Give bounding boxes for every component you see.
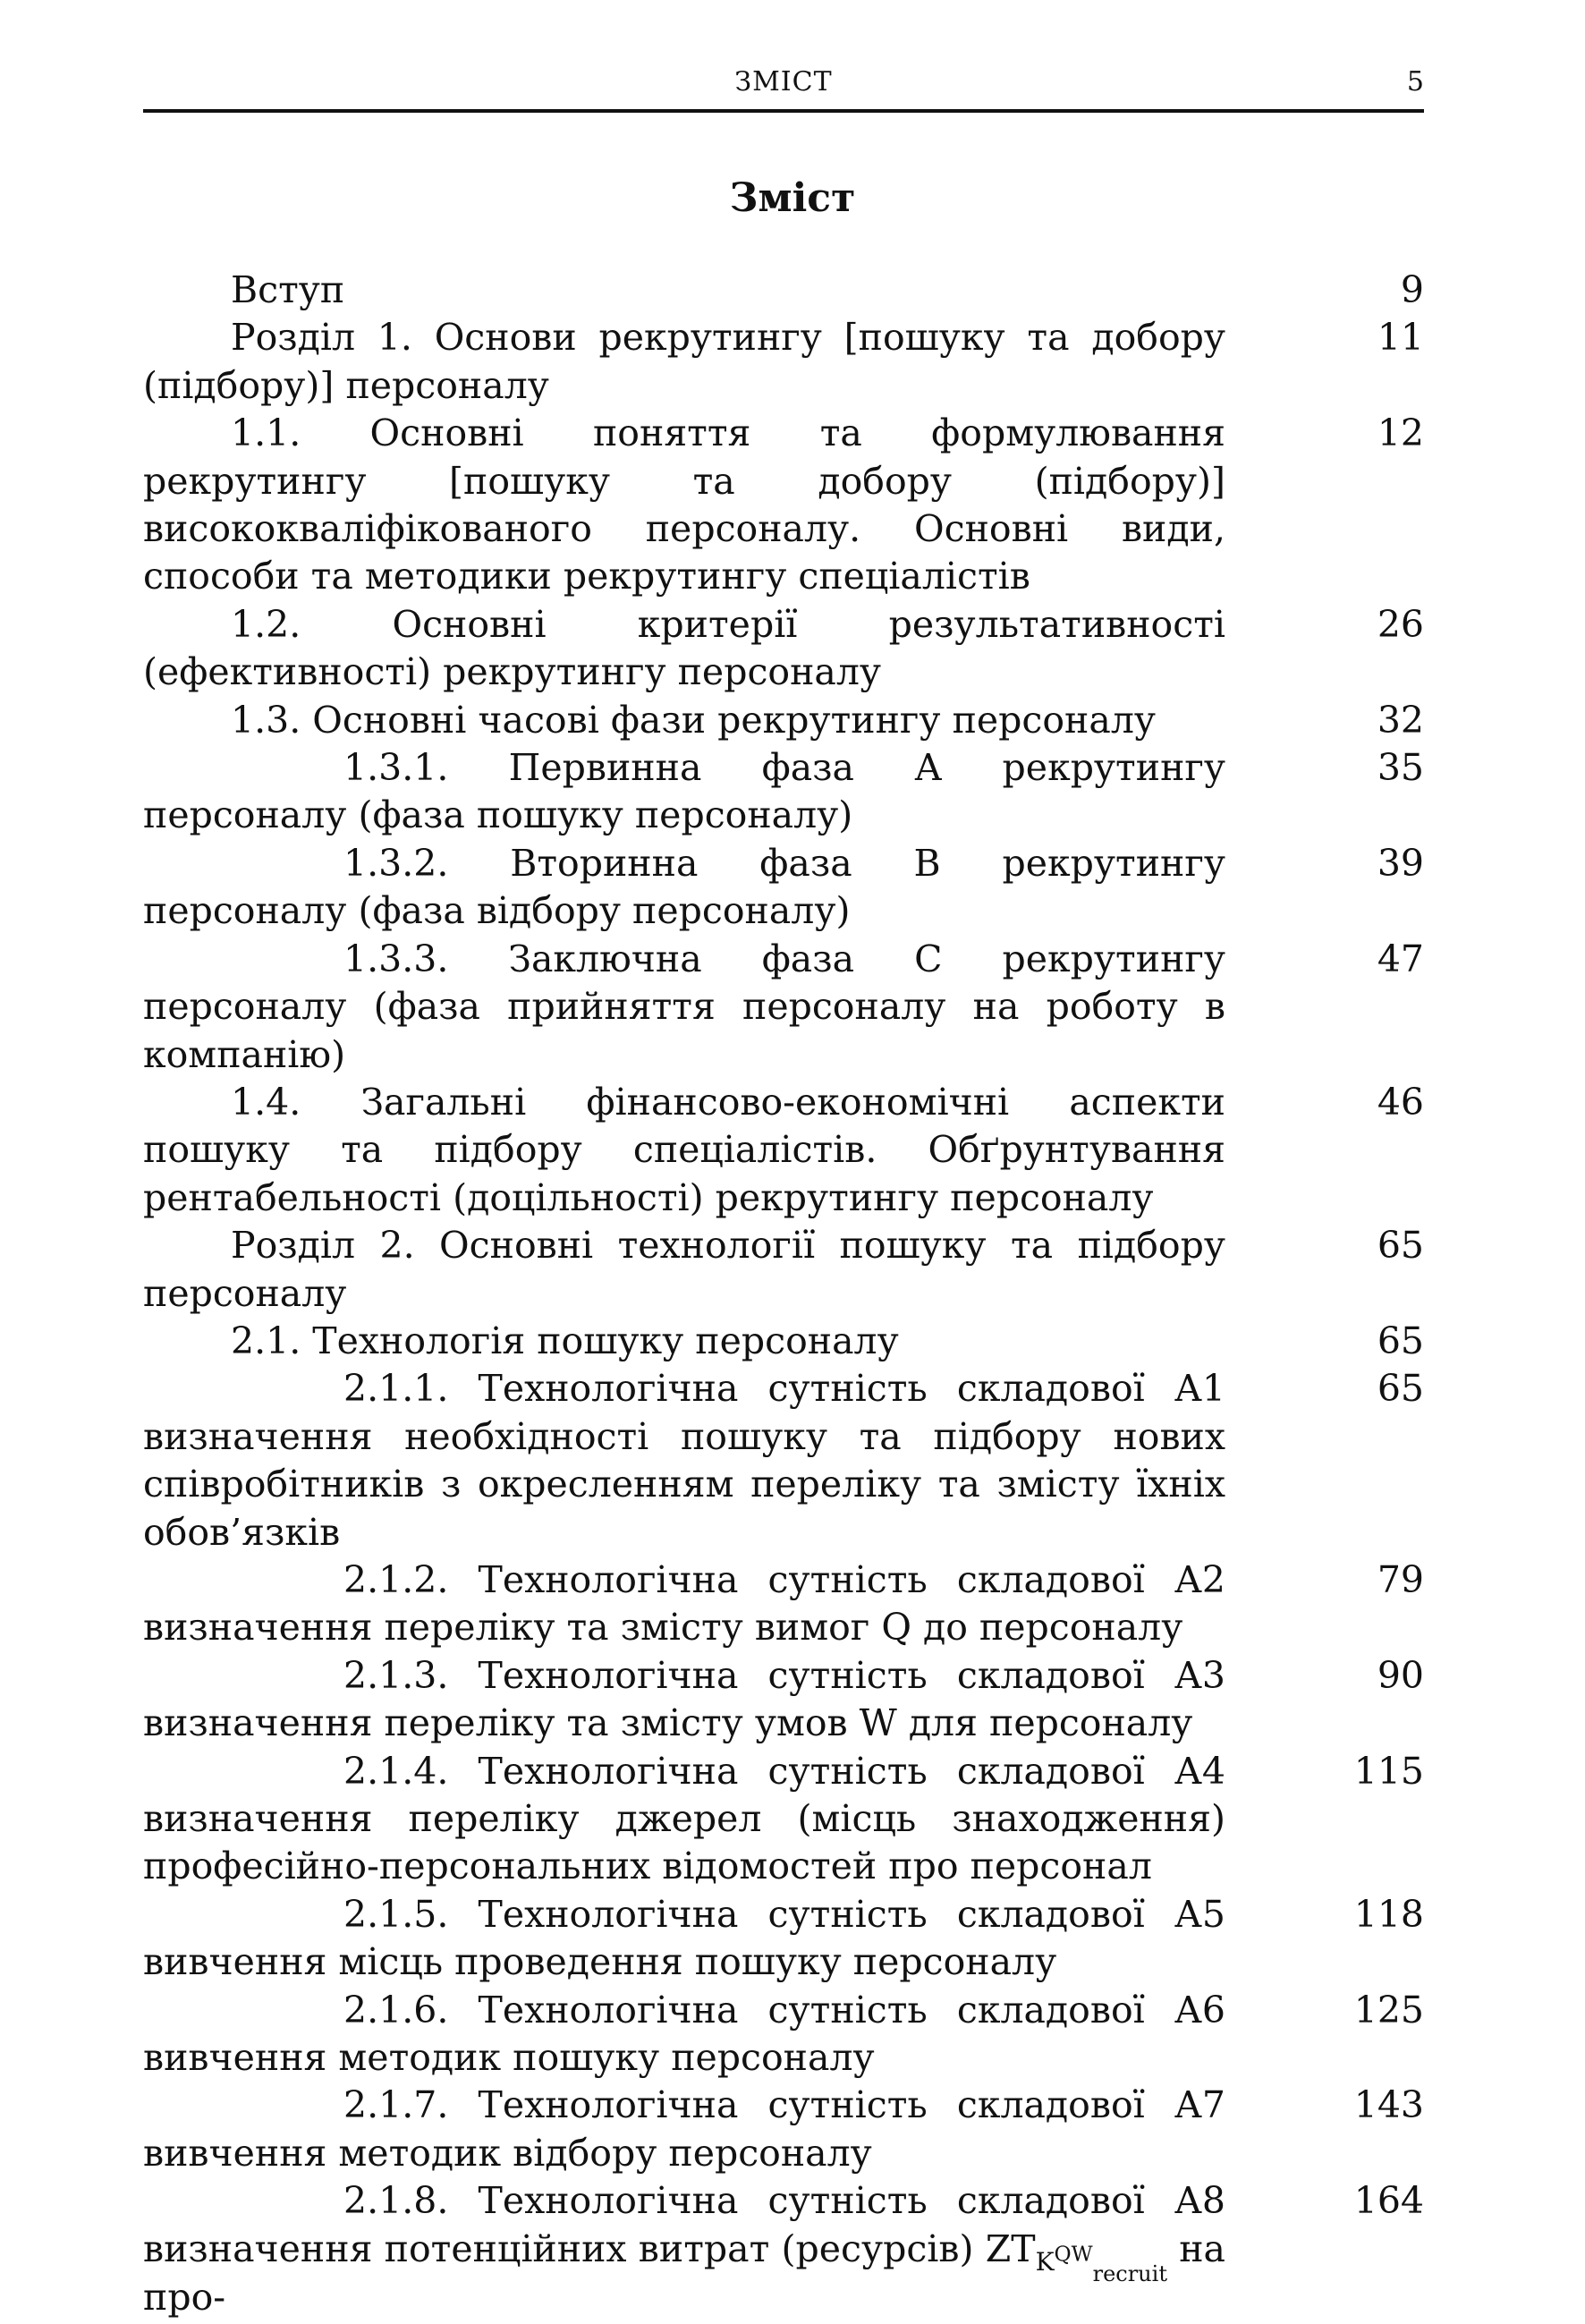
- toc-entry-chapter-2[interactable]: [143, 1222, 1424, 1318]
- toc-entry-section-1-4[interactable]: [143, 1079, 1424, 1222]
- toc-entry-section-2-1-2[interactable]: [143, 1556, 1424, 1652]
- toc-entry-text-after: на про-: [143, 2226, 1225, 2319]
- toc-entry-text: Вступ: [231, 268, 345, 311]
- toc-entry-page: 39: [1377, 841, 1424, 885]
- toc-entry-text: 2.1.4. Технологічна сутність складової А4 визначення переліку джерел (місць знаходження) професійно-персональних відомостей про персонал: [143, 1749, 1225, 1888]
- toc-entry-page: 65: [1377, 1367, 1424, 1411]
- toc-entry-page: 9: [1400, 268, 1424, 311]
- toc-entry-section-1-3-3[interactable]: [143, 936, 1424, 1079]
- toc-entry-page: 143: [1353, 2083, 1424, 2127]
- toc-entry-page: 46: [1377, 1080, 1424, 1124]
- toc-entry-text: 2.1.6. Технологічна сутність складової А6 вивчення методик пошуку персоналу: [143, 1988, 1225, 2080]
- toc-entry-introduction[interactable]: [143, 267, 1424, 314]
- table-of-contents: [143, 267, 1424, 2321]
- toc-entry-section-1-3-1[interactable]: [143, 744, 1424, 840]
- toc-entry-text: 2.1.7. Технологічна сутність складової А7 вивчення методик відбору персоналу: [143, 2083, 1225, 2175]
- toc-entry-section-2-1-3[interactable]: [143, 1652, 1424, 1748]
- toc-entry-chapter-1[interactable]: [143, 314, 1424, 410]
- toc-entry-text: Розділ 1. Основи рекрутингу [пошуку та добору (підбору)] персоналу: [143, 316, 1225, 407]
- toc-entry-page: 65: [1377, 1319, 1424, 1362]
- toc-entry-section-2-1-4[interactable]: [143, 1748, 1424, 1891]
- toc-entry-text: 2.1. Технологія пошуку персоналу: [231, 1319, 899, 1362]
- toc-entry-page: 12: [1377, 411, 1424, 455]
- toc-entry-text: 1.4. Загальні фінансово-економічні аспекти пошуку та підбору спеціалістів. Обґрунтування рентабельності (доцільності) рекрутингу персоналу: [143, 1080, 1225, 1219]
- running-title: ЗМІСТ: [734, 66, 833, 98]
- toc-entry-text: 1.2. Основні критерії результативності (ефективності) рекрутингу персоналу: [143, 602, 1225, 694]
- toc-entry-page: 90: [1377, 1653, 1424, 1697]
- toc-title: Зміст: [729, 175, 856, 221]
- toc-entry-page: 65: [1377, 1224, 1424, 1268]
- toc-entry-page: 118: [1353, 1892, 1424, 1936]
- toc-entry-page: 11: [1377, 316, 1424, 360]
- toc-entry-text: 2.1.1. Технологічна сутність складової А1 визначення необхідності пошуку та підбору нових співробітників з окресленням переліку та змісту їхніх обов’язків: [143, 1367, 1225, 1554]
- toc-entry-text: 1.3. Основні часові фази рекрутингу персоналу: [231, 698, 1156, 742]
- toc-entry-page: 26: [1377, 602, 1424, 646]
- formula-subscript-main: K: [1035, 2246, 1055, 2277]
- toc-entry-section-2-1-7[interactable]: [143, 2082, 1424, 2177]
- toc-entry-page: 47: [1377, 937, 1424, 980]
- page-header: [143, 59, 1424, 113]
- toc-entry-text: Розділ 2. Основні технології пошуку та підбору персоналу: [143, 1224, 1225, 1315]
- toc-entry-page: 79: [1377, 1557, 1424, 1601]
- toc-entry-section-2-1-1[interactable]: [143, 1365, 1424, 1556]
- formula-subscript: [1035, 2241, 1167, 2286]
- toc-entry-text: 2.1.5. Технологічна сутність складової А5 вивчення місць проведення пошуку персоналу: [143, 1892, 1225, 1984]
- toc-entry-text: [143, 2177, 1225, 2321]
- toc-entry-section-2-1-5[interactable]: [143, 1891, 1424, 1987]
- toc-entry-page: 125: [1353, 1988, 1424, 2031]
- toc-entry-page: 35: [1377, 746, 1424, 790]
- toc-entry-text: 1.3.2. Вторинна фаза В рекрутингу персоналу (фаза відбору персоналу): [143, 841, 1225, 933]
- toc-entry-text: 1.3.1. Первинна фаза А рекрутингу персоналу (фаза пошуку персоналу): [143, 746, 1225, 837]
- formula-subscript-superscript: QW: [1054, 2241, 1093, 2267]
- toc-entry-text-before: 2.1.8. Технологічна сутність складової А8 визначення потенційних витрат (ресурсів) ZT: [143, 2179, 1225, 2270]
- toc-entry-section-1-3-2[interactable]: [143, 840, 1424, 936]
- toc-entry-page: 115: [1353, 1749, 1424, 1793]
- toc-entry-section-1-2[interactable]: [143, 601, 1424, 697]
- toc-entry-section-2-1-6[interactable]: [143, 1987, 1424, 2082]
- formula-subscript-subscript: recruit: [1092, 2260, 1167, 2286]
- toc-entry-text: 2.1.2. Технологічна сутність складової А2 визначення переліку та змісту вимог Q до персоналу: [143, 1557, 1225, 1650]
- toc-entry-section-2-1-8[interactable]: [143, 2177, 1424, 2321]
- page-number: 5: [1406, 66, 1424, 98]
- toc-entry-text: 1.3.3. Заключна фаза С рекрутингу персоналу (фаза прийняття персоналу на роботу в компанію): [143, 937, 1225, 1076]
- toc-entry-page: 164: [1353, 2179, 1424, 2223]
- toc-entry-section-1-1[interactable]: [143, 410, 1424, 601]
- toc-entry-page: 32: [1377, 698, 1424, 742]
- toc-entry-text: 2.1.3. Технологічна сутність складової А3 визначення переліку та змісту умов W для персоналу: [143, 1653, 1225, 1745]
- toc-entry-section-1-3[interactable]: [143, 697, 1424, 744]
- toc-entry-text: 1.1. Основні поняття та формулювання рекрутингу [пошуку та добору (підбору)] висококваліфікованого персоналу. Основні види, способи та методики рекрутингу спеціалістів: [143, 411, 1225, 598]
- toc-entry-section-2-1[interactable]: [143, 1318, 1424, 1365]
